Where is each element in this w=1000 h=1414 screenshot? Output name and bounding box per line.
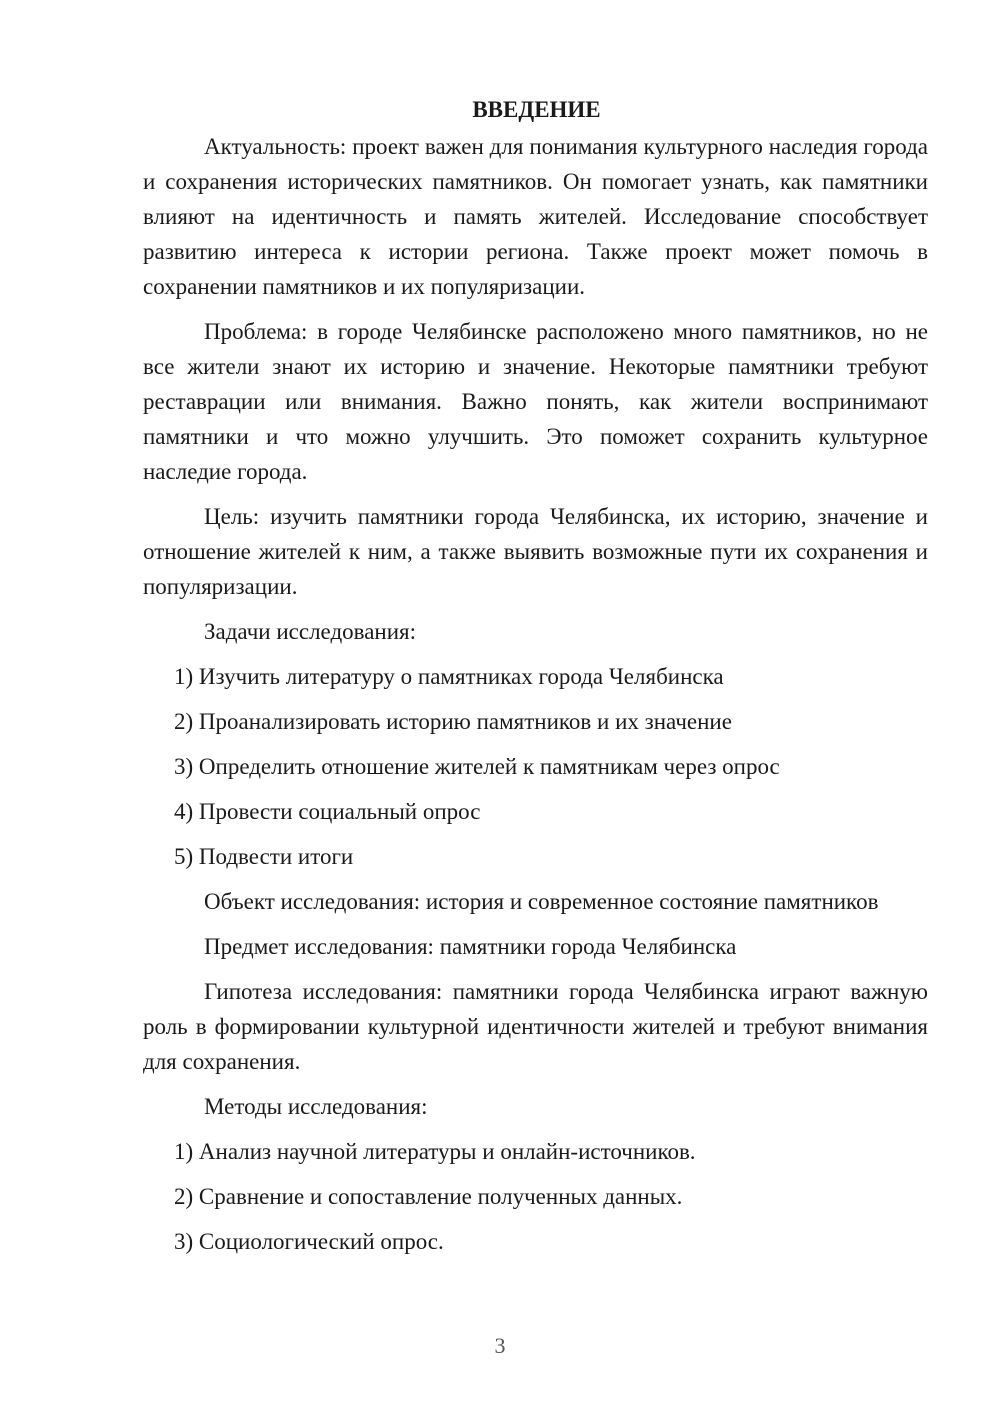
page-number: 3 <box>494 1333 506 1358</box>
list-item: 3) Определить отношение жителей к памятникам через опрос <box>174 754 780 779</box>
methods-heading: Методы исследования: <box>204 1094 428 1119</box>
paragraph-relevance: Актуальность: проект важен для понимания культурного наследия города и сохранения исторических памятников. Он помогает узнать, как памятники влияют на идентичность и память жителей. Исследование способствует развитию интереса к истории региона. Также проект может помочь в сохранении памятников и их популяризации. <box>143 134 928 299</box>
tasks-list <box>143 659 928 874</box>
list-item: 1) Изучить литературу о памятниках города Челябинска <box>174 664 724 689</box>
list-item: 2) Сравнение и сопоставление полученных данных. <box>174 1184 683 1209</box>
list-item: 4) Провести социальный опрос <box>174 799 481 824</box>
list-item: 3) Социологический опрос. <box>174 1229 444 1254</box>
paragraph-hypothesis: Гипотеза исследования: памятники города Челябинска играют важную роль в формировании культурной идентичности жителей и требуют внимания для сохранения. <box>143 979 928 1074</box>
methods-list <box>143 1134 928 1259</box>
paragraph-goal: Цель: изучить памятники города Челябинска, их историю, значение и отношение жителей к ним, а также выявить возможные пути их сохранения и популяризации. <box>143 504 928 599</box>
list-item: 5) Подвести итоги <box>174 844 354 869</box>
list-item: 1) Анализ научной литературы и онлайн-источников. <box>174 1139 696 1164</box>
page-title: ВВЕДЕНИЕ <box>472 97 601 122</box>
paragraph-object: Объект исследования: история и современное состояние памятников <box>204 889 879 914</box>
paragraph-subject: Предмет исследования: памятники города Челябинска <box>204 934 737 959</box>
tasks-heading: Задачи исследования: <box>204 619 417 644</box>
document-page <box>143 92 928 1269</box>
list-item: 2) Проанализировать историю памятников и их значение <box>174 709 732 734</box>
paragraph-problem: Проблема: в городе Челябинске расположено много памятников, но не все жители знают их историю и значение. Некоторые памятники требуют реставрации или внимания. Важно понять, как жители воспринимают памятники и что можно улучшить. Это поможет сохранить культурное наследие города. <box>143 319 928 484</box>
